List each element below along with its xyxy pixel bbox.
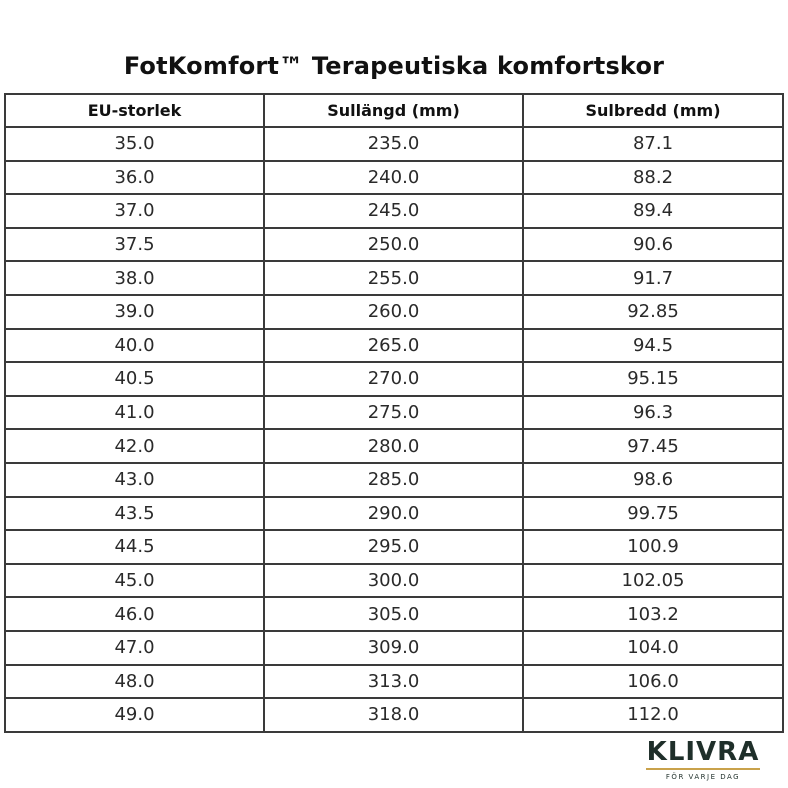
cell-sole-length: 295.0 bbox=[264, 530, 523, 564]
cell-sole-width: 102.05 bbox=[523, 564, 783, 598]
cell-sole-width: 104.0 bbox=[523, 631, 783, 665]
table-row bbox=[5, 665, 783, 699]
cell-sole-length: 280.0 bbox=[264, 429, 523, 463]
cell-eu-size: 49.0 bbox=[5, 698, 264, 732]
table-row bbox=[5, 463, 783, 497]
cell-eu-size: 46.0 bbox=[5, 597, 264, 631]
cell-sole-length: 305.0 bbox=[264, 597, 523, 631]
cell-sole-length: 255.0 bbox=[264, 261, 523, 295]
cell-sole-width: 97.45 bbox=[523, 429, 783, 463]
table-header-row bbox=[5, 94, 783, 127]
size-chart-table bbox=[4, 93, 784, 733]
cell-sole-length: 275.0 bbox=[264, 396, 523, 430]
cell-eu-size: 43.0 bbox=[5, 463, 264, 497]
cell-sole-width: 90.6 bbox=[523, 228, 783, 262]
table-row bbox=[5, 497, 783, 531]
cell-eu-size: 40.5 bbox=[5, 362, 264, 396]
cell-sole-width: 103.2 bbox=[523, 597, 783, 631]
cell-sole-width: 87.1 bbox=[523, 127, 783, 161]
table-row bbox=[5, 530, 783, 564]
table-row bbox=[5, 564, 783, 598]
cell-sole-length: 260.0 bbox=[264, 295, 523, 329]
cell-sole-width: 96.3 bbox=[523, 396, 783, 430]
column-header-sole-width: Sulbredd (mm) bbox=[523, 94, 783, 127]
cell-sole-length: 270.0 bbox=[264, 362, 523, 396]
cell-eu-size: 40.0 bbox=[5, 329, 264, 363]
cell-eu-size: 45.0 bbox=[5, 564, 264, 598]
column-header-eu-size: EU-storlek bbox=[5, 94, 264, 127]
cell-eu-size: 36.0 bbox=[5, 161, 264, 195]
table-row bbox=[5, 228, 783, 262]
cell-eu-size: 39.0 bbox=[5, 295, 264, 329]
cell-eu-size: 37.0 bbox=[5, 194, 264, 228]
cell-sole-width: 100.9 bbox=[523, 530, 783, 564]
cell-eu-size: 37.5 bbox=[5, 228, 264, 262]
cell-sole-length: 245.0 bbox=[264, 194, 523, 228]
cell-sole-length: 290.0 bbox=[264, 497, 523, 531]
cell-sole-width: 99.75 bbox=[523, 497, 783, 531]
table-row bbox=[5, 194, 783, 228]
table-row bbox=[5, 127, 783, 161]
cell-sole-width: 91.7 bbox=[523, 261, 783, 295]
brand-tagline: FÖR VARJE DAG bbox=[665, 773, 741, 781]
column-header-sole-length: Sullängd (mm) bbox=[264, 94, 523, 127]
table-row bbox=[5, 429, 783, 463]
cell-eu-size: 44.5 bbox=[5, 530, 264, 564]
page-title: FotKomfort™ Terapeutiska komfortskor bbox=[123, 52, 665, 80]
cell-eu-size: 35.0 bbox=[5, 127, 264, 161]
brand-logo bbox=[640, 738, 766, 782]
cell-sole-length: 285.0 bbox=[264, 463, 523, 497]
cell-sole-width: 95.15 bbox=[523, 362, 783, 396]
cell-sole-width: 106.0 bbox=[523, 665, 783, 699]
cell-sole-width: 98.6 bbox=[523, 463, 783, 497]
cell-sole-width: 112.0 bbox=[523, 698, 783, 732]
cell-sole-length: 309.0 bbox=[264, 631, 523, 665]
cell-sole-length: 318.0 bbox=[264, 698, 523, 732]
cell-eu-size: 38.0 bbox=[5, 261, 264, 295]
cell-sole-length: 313.0 bbox=[264, 665, 523, 699]
cell-eu-size: 48.0 bbox=[5, 665, 264, 699]
cell-sole-length: 235.0 bbox=[264, 127, 523, 161]
cell-sole-width: 89.4 bbox=[523, 194, 783, 228]
cell-eu-size: 42.0 bbox=[5, 429, 264, 463]
table-row bbox=[5, 261, 783, 295]
table-row bbox=[5, 631, 783, 665]
cell-sole-length: 265.0 bbox=[264, 329, 523, 363]
cell-eu-size: 47.0 bbox=[5, 631, 264, 665]
brand-name: KLIVRA bbox=[646, 737, 760, 767]
table-row bbox=[5, 329, 783, 363]
cell-sole-length: 250.0 bbox=[264, 228, 523, 262]
table-row bbox=[5, 698, 783, 732]
cell-eu-size: 43.5 bbox=[5, 497, 264, 531]
table-body bbox=[5, 127, 783, 732]
brand-divider bbox=[646, 768, 760, 770]
cell-sole-width: 94.5 bbox=[523, 329, 783, 363]
cell-sole-length: 240.0 bbox=[264, 161, 523, 195]
table-row bbox=[5, 597, 783, 631]
cell-sole-width: 92.85 bbox=[523, 295, 783, 329]
cell-eu-size: 41.0 bbox=[5, 396, 264, 430]
table-row bbox=[5, 295, 783, 329]
table-row bbox=[5, 161, 783, 195]
cell-sole-width: 88.2 bbox=[523, 161, 783, 195]
cell-sole-length: 300.0 bbox=[264, 564, 523, 598]
table-row bbox=[5, 396, 783, 430]
table-row bbox=[5, 362, 783, 396]
